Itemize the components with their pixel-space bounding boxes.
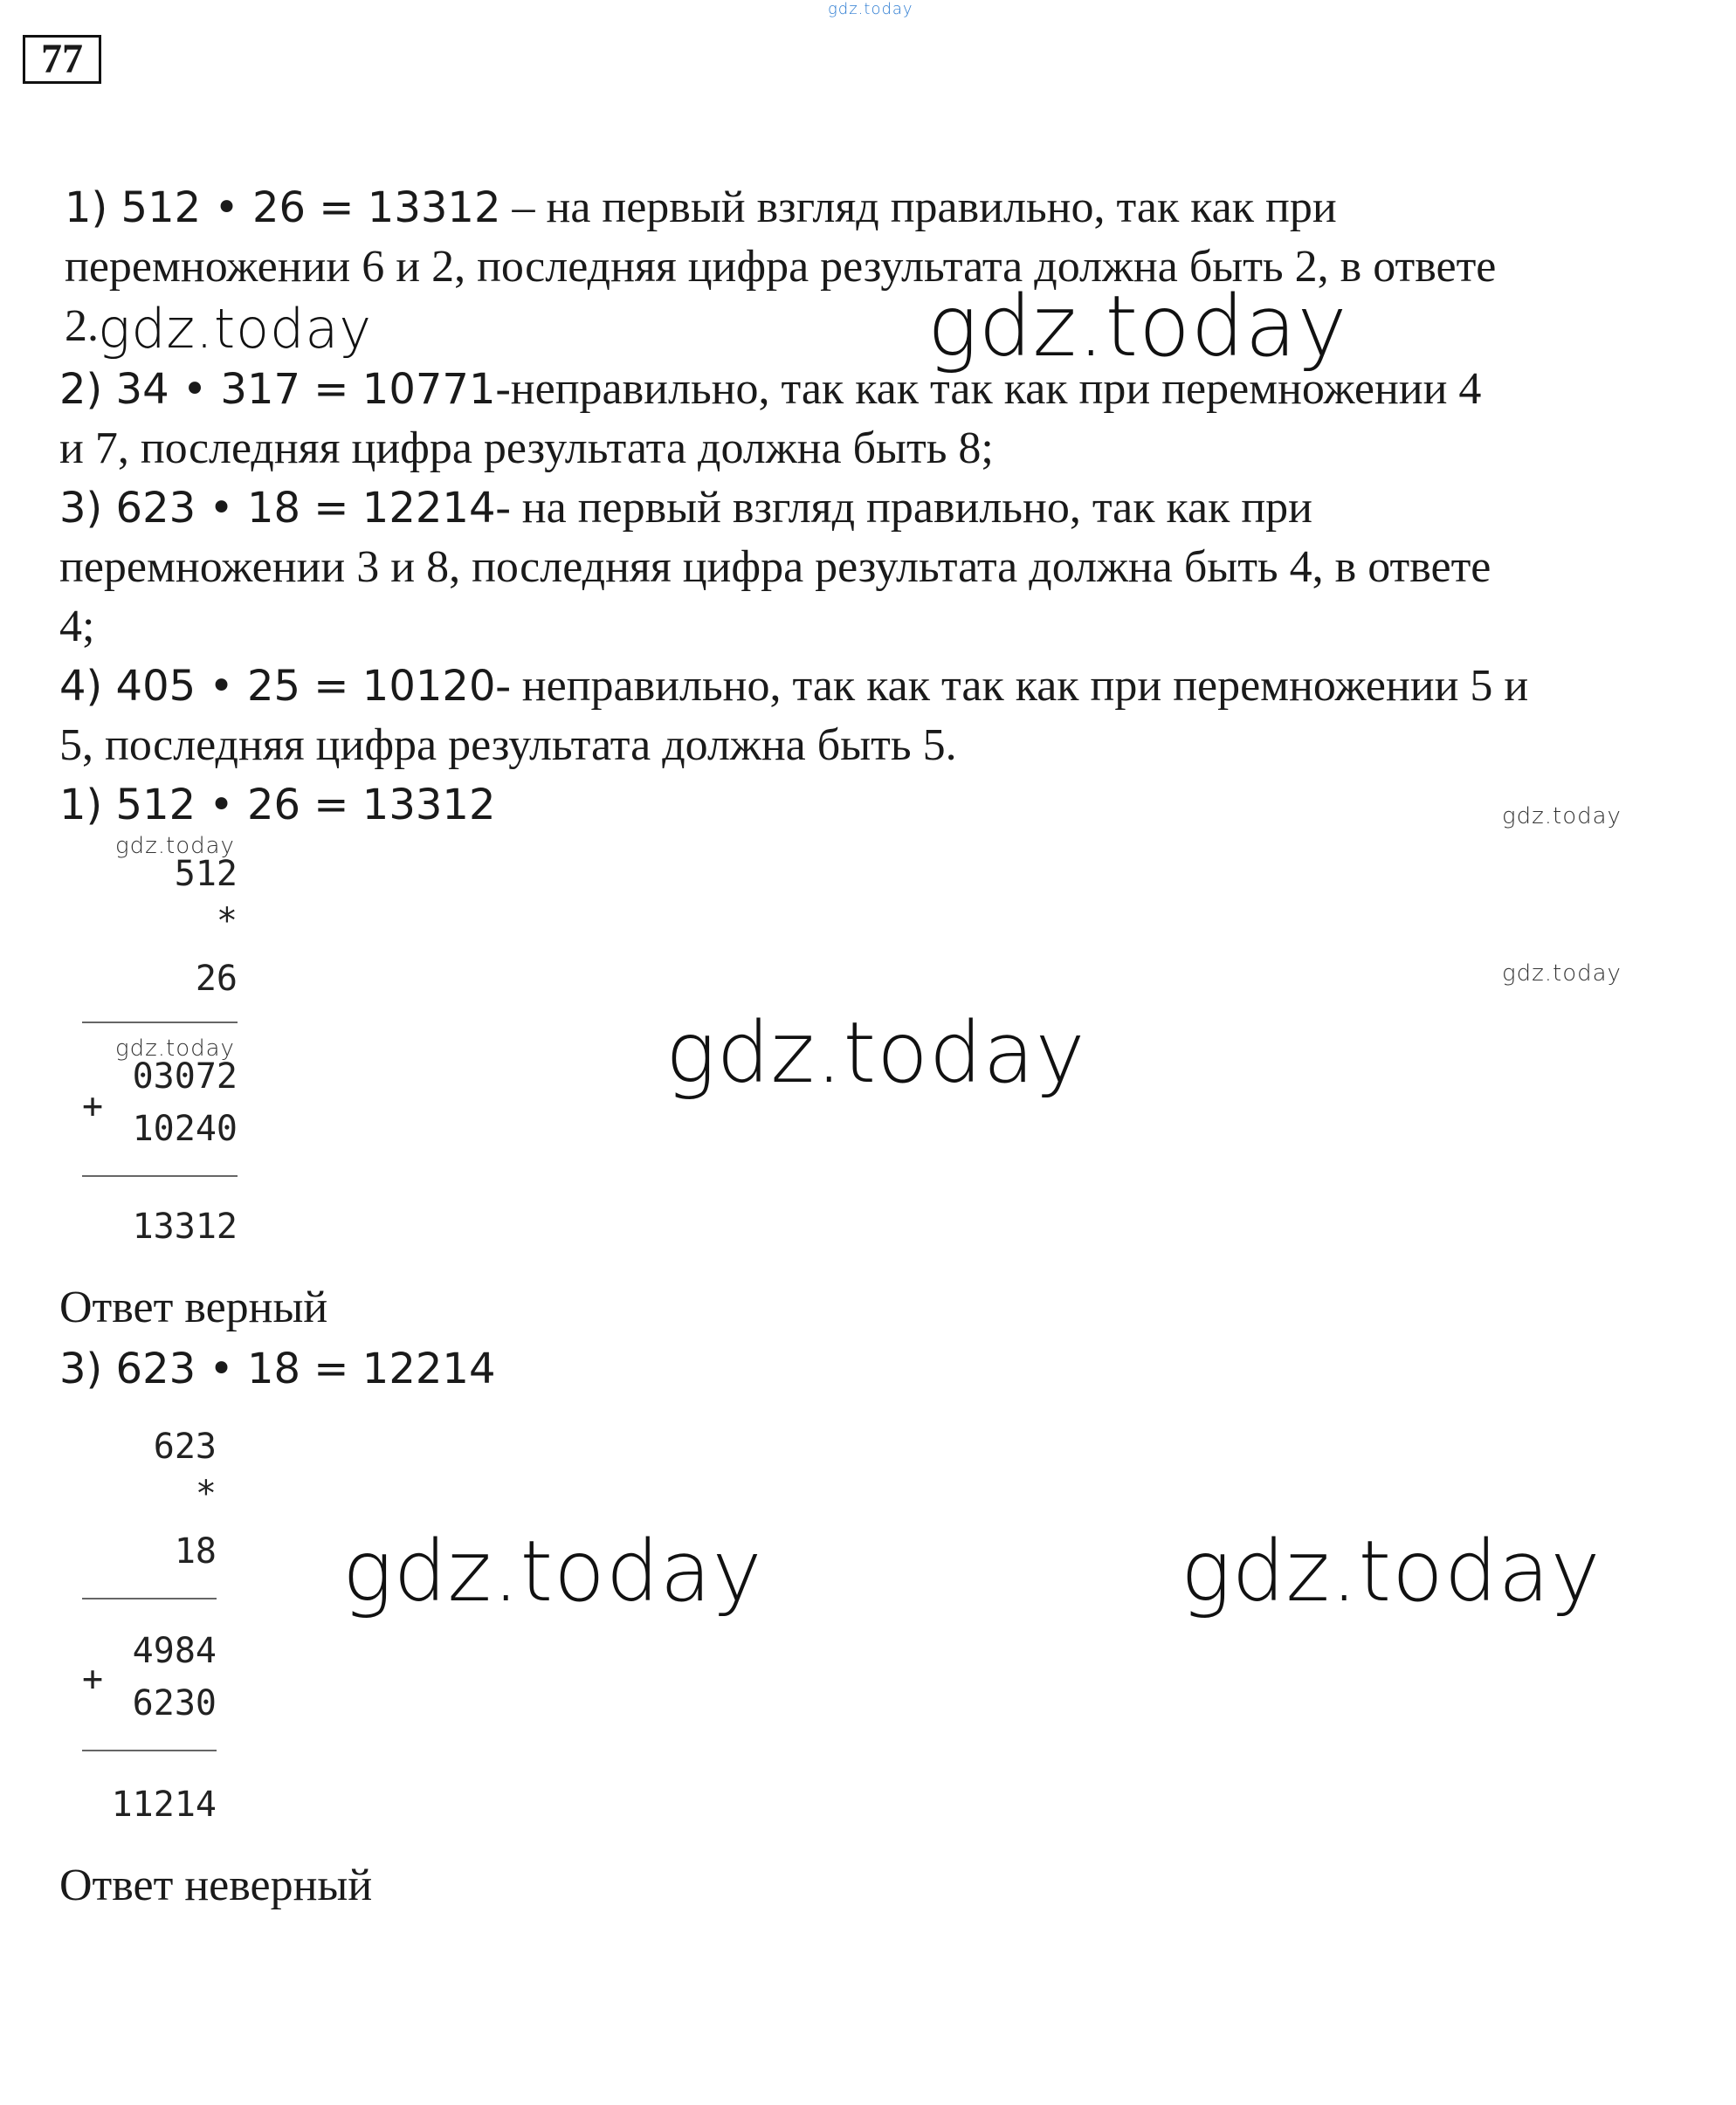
item-4-text: - неправильно, так как так как при перемножении 5 и — [495, 661, 1529, 711]
item-line-3: 2. — [65, 301, 99, 351]
check1-plus: + — [82, 1086, 104, 1126]
check2-partial-2: 6230 — [132, 1683, 217, 1723]
item-3-equation: 3) 623 • 18 = 12214 — [59, 484, 496, 533]
check2-multiplier: 18 — [174, 1531, 217, 1572]
check1-heading — [59, 775, 495, 835]
item-1-equation: 1) 512 • 26 = 13312 — [65, 183, 501, 232]
check1-rule-2 — [82, 1175, 238, 1177]
check1-operator: * — [216, 901, 238, 941]
check1-partial-1: 03072 — [132, 1056, 238, 1097]
check2-heading-equation: 3) 623 • 18 = 12214 — [59, 1345, 496, 1393]
check2-heading — [59, 1339, 495, 1399]
item-3-text: - на первый взгляд правильно, так как при — [495, 483, 1313, 533]
item-2-text: -неправильно, так как так как при перемножении 4 — [495, 364, 1482, 414]
item-2-equation: 2) 34 • 317 = 10771 — [59, 365, 496, 414]
watermark: gdz.today — [1181, 1523, 1602, 1620]
item-line-7: перемножении 3 и 8, последняя цифра результата должна быть 4, в ответе — [59, 542, 1491, 592]
check1-multiplicand: 512 — [174, 854, 238, 894]
check2-multiplicand: 623 — [153, 1427, 217, 1467]
item-line-2: перемножении 6 и 2, последняя цифра результата должна быть 2, в ответе — [65, 242, 1497, 292]
check1-rule-1 — [82, 1022, 238, 1023]
item-line-1 — [65, 178, 1337, 237]
check1-partial-2: 10240 — [132, 1109, 238, 1149]
item-line-9 — [59, 657, 1528, 716]
check2-rule-2 — [82, 1750, 217, 1751]
task-number: 77 — [23, 35, 101, 84]
watermark: gdz.today — [115, 1035, 235, 1062]
item-1-text: – на первый взгляд правильно, так как при — [500, 182, 1337, 232]
watermark: gdz.today — [665, 1004, 1086, 1102]
check1-multiplier: 26 — [195, 959, 238, 999]
watermark: gdz.today — [1502, 960, 1622, 987]
check2-result: 11214 — [111, 1785, 217, 1825]
check2-rule-1 — [82, 1598, 217, 1599]
watermark: gdz.today — [98, 297, 373, 361]
item-line-8: 4; — [59, 602, 95, 651]
check1-verdict: Ответ верный — [59, 1283, 328, 1332]
top-watermark: gdz.today — [828, 0, 913, 18]
item-line-5: и 7, последняя цифра результата должна быть 8; — [59, 423, 994, 473]
check2-operator: * — [195, 1474, 217, 1514]
item-4-equation: 4) 405 • 25 = 10120 — [59, 662, 496, 711]
item-line-6 — [59, 478, 1312, 538]
check2-verdict: Ответ неверный — [59, 1861, 373, 1910]
check2-plus: + — [82, 1659, 104, 1699]
check1-heading-equation: 1) 512 • 26 = 13312 — [59, 781, 496, 829]
watermark: gdz.today — [342, 1523, 763, 1620]
watermark: gdz.today — [927, 278, 1348, 375]
watermark: gdz.today — [115, 833, 235, 859]
check2-partial-1: 4984 — [132, 1631, 217, 1671]
check1-result: 13312 — [132, 1207, 238, 1247]
watermark: gdz.today — [1502, 803, 1622, 829]
item-line-10: 5, последняя цифра результата должна быть 5. — [59, 720, 957, 770]
